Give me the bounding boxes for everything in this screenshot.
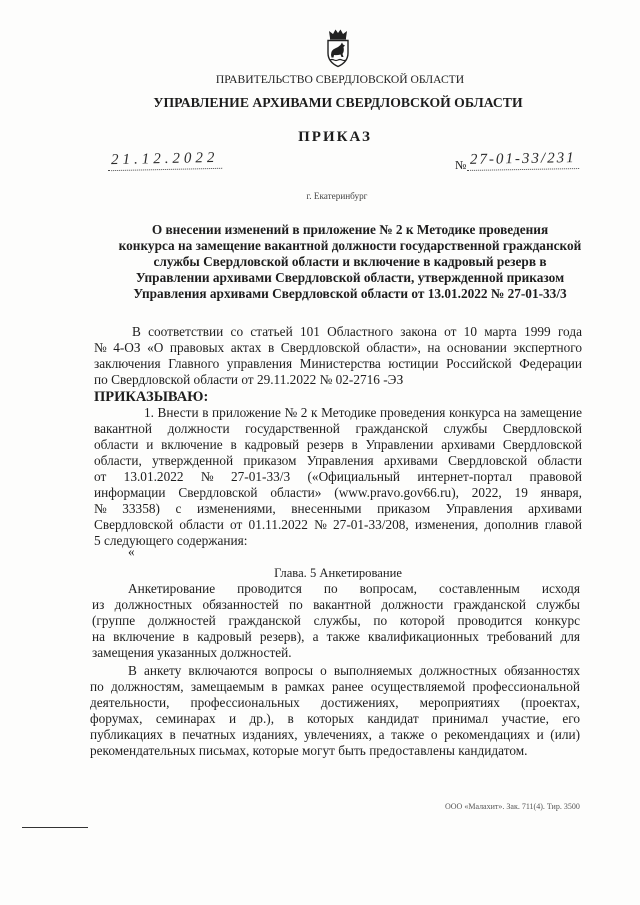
chapter-paragraph-line: В анкету включаются вопросы о выполняемых должностных обязанностях <box>128 663 580 678</box>
item-line: 5 следующего содержания: <box>94 533 248 548</box>
document-type: ПРИКАЗ <box>298 129 372 145</box>
footnote-separator <box>22 827 88 828</box>
chapter-paragraph-line: рекомендательных письмах, которые могут быть предоставлены кандидатом. <box>90 743 528 758</box>
item-line: от 13.01.2022 № 27-01-33/3 («Официальный интернет-портал правовой <box>94 469 582 484</box>
chapter-paragraph-line: Анкетирование проводится по вопросам, составленным исходя <box>128 581 580 596</box>
department-name: УПРАВЛЕНИЕ АРХИВАМИ СВЕРДЛОВСКОЙ ОБЛАСТИ <box>153 95 523 110</box>
order-date: 21.12.2022 <box>108 149 222 171</box>
preamble-line: по Свердловской области от 29.11.2022 № 02-2716 -ЭЗ <box>94 372 404 387</box>
item-line: информации Свердловской области» (www.pravo.gov66.ru), 2022, 19 января, <box>94 485 582 500</box>
chapter-paragraph-1 <box>92 581 580 661</box>
printer-imprint: ООО «Малахит». Зак. 711(4). Тир. 3500 <box>445 802 580 811</box>
title-line: службы Свердловской области и включение в кадровый резерв в <box>153 254 547 269</box>
title-line: О внесении изменений в приложение № 2 к Методике проведения <box>151 222 549 237</box>
item-line: области и включение в кадровый резерв в Управлении архивами Свердловской <box>94 437 582 452</box>
order-word: ПРИКАЗЫВАЮ: <box>94 389 209 405</box>
item-1-paragraph <box>94 405 582 549</box>
chapter-paragraph-line: (группе должностей гражданской службы, по которой проводится конкурс <box>92 613 580 628</box>
order-number-sign: № <box>455 158 467 172</box>
quote-mark: « <box>128 544 135 559</box>
title-line: Управления архивами Свердловской области от 13.01.2022 № 27-01-33/3 <box>133 286 567 301</box>
item-line: Свердловской области от 01.11.2022 № 27-01-33/208, изменения, дополнив главой <box>94 517 582 532</box>
item-line: вакантной должности государственной гражданской службы Свердловской <box>94 421 582 436</box>
preamble-line: заключения Главного управления Министерства юстиции Российской Федерации <box>94 356 582 371</box>
chapter-paragraph-2 <box>90 663 580 759</box>
chapter-paragraph-line: деятельности, профессиональных достижениях, мероприятиях (проектах, <box>90 695 580 710</box>
item-line: области, утвержденной приказом Управления архивами Свердловской области <box>94 453 582 468</box>
preamble-paragraph <box>94 324 582 388</box>
item-line: 1. Внести в приложение № 2 к Методике проведения конкурса на замещение <box>144 405 582 420</box>
chapter-paragraph-line: форумах, семинарах и др.), в которых кандидат принимал участие, его <box>90 711 580 726</box>
preamble-line: № 4-ОЗ «О правовых актах в Свердловской области», на основании экспертного <box>94 340 582 355</box>
crown-shape <box>329 30 347 39</box>
government-name: ПРАВИТЕЛЬСТВО СВЕРДЛОВСКОЙ ОБЛАСТИ <box>215 73 465 86</box>
title-line: Управлении архивами Свердловской области, утвержденной приказом <box>135 270 565 285</box>
chapter-paragraph-line: по должностям, замещаемым в рамках ранее осуществляемой профессиональной <box>90 679 580 694</box>
city: г. Екатеринбург <box>306 191 368 201</box>
chapter-paragraph-line: публикациях в печатных изданиях, увлечениях, а также о рекомендациях и (или) <box>90 727 580 742</box>
coat-of-arms-icon <box>322 28 354 68</box>
chapter-paragraph-line: замещения указанных должностей. <box>92 645 292 660</box>
preamble-line: В соответствии со статьей 101 Областного закона от 10 марта 1999 года <box>132 324 582 339</box>
title-line: конкурса на замещение вакантной должности государственной гражданской <box>118 238 582 253</box>
chapter-paragraph-line: на включение в кадровый резерв), а также квалификационных требований для <box>92 629 580 644</box>
chapter-paragraph-line: из должностных обязанностей по вакантной должности гражданской службы <box>92 597 580 612</box>
crown-band <box>330 38 346 40</box>
item-line: № 33358) с изменениями, внесенными приказом Управления архивами <box>94 501 582 516</box>
document-title <box>110 222 590 302</box>
order-number: 27-01-33/231 <box>467 149 579 171</box>
chapter-title: Глава. 5 Анкетирование <box>274 566 402 580</box>
